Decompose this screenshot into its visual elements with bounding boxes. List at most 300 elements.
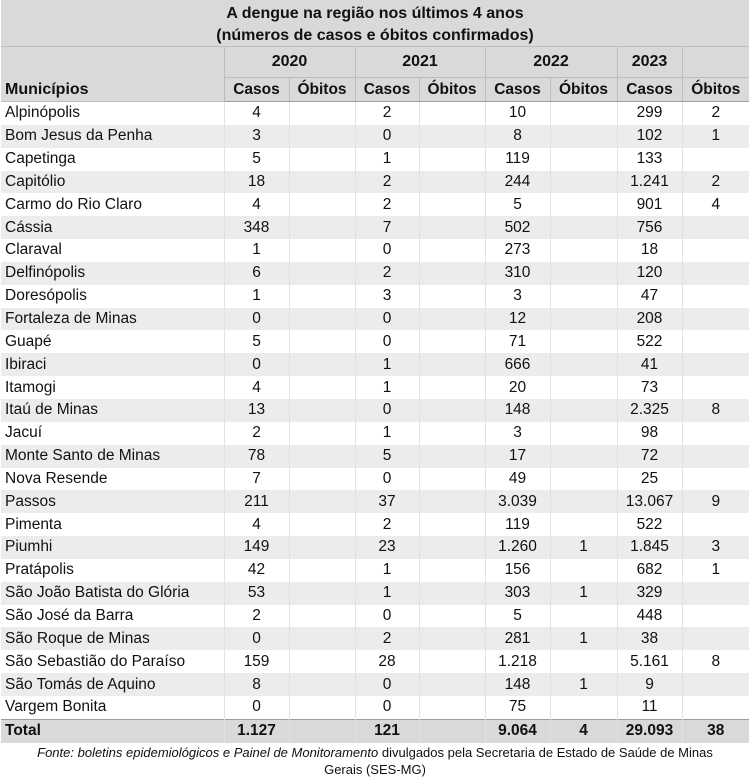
total-row [1, 719, 749, 743]
obitos-cell [550, 239, 617, 262]
casos-cell: 0 [355, 308, 419, 331]
obitos-cell [419, 445, 485, 468]
casos-cell: 120 [617, 262, 682, 285]
municipio-name: Nova Resende [5, 469, 108, 487]
table-row [1, 330, 749, 353]
casos-cell: 148 [485, 399, 550, 422]
obitos-cell [289, 171, 355, 194]
table-row [1, 582, 749, 605]
table-row [1, 513, 749, 536]
table-row [1, 650, 749, 673]
casos-cell: 42 [224, 559, 289, 582]
obitos-cell [289, 490, 355, 513]
total-cell: 121 [355, 719, 419, 743]
obitos-cell [550, 353, 617, 376]
casos-cell: 2 [224, 605, 289, 628]
obitos-cell [419, 285, 485, 308]
casos-cell: 1 [355, 148, 419, 171]
obitos-cell [419, 330, 485, 353]
municipio-name: Claraval [5, 241, 62, 259]
casos-cell: 73 [617, 376, 682, 399]
obitos-cell [419, 673, 485, 696]
casos-cell: 17 [485, 445, 550, 468]
casos-cell: 1 [224, 239, 289, 262]
casos-cell: 75 [485, 696, 550, 719]
obitos-cell [419, 239, 485, 262]
obitos-cell: 3 [682, 536, 749, 559]
obitos-cell [550, 102, 617, 125]
table-row [1, 536, 749, 559]
municipio-name: Capitólio [1, 171, 224, 194]
casos-cell: 666 [485, 353, 550, 376]
obitos-cell [682, 330, 749, 353]
municipio-name: Guapé [5, 332, 52, 350]
obitos-cell [682, 262, 749, 285]
municipio-name: Itaú de Minas [1, 399, 224, 422]
obitos-cell [550, 148, 617, 171]
casos-cell: 2 [355, 513, 419, 536]
table-row [1, 239, 749, 262]
casos-cell: 47 [617, 285, 682, 308]
casos-cell: 448 [617, 605, 682, 628]
casos-cell: 2.325 [617, 399, 682, 422]
table-row [1, 559, 749, 582]
table-row [1, 148, 749, 171]
casos-cell: 1.845 [617, 536, 682, 559]
casos-cell: 5 [355, 445, 419, 468]
header-blank [682, 47, 749, 78]
obitos-cell: 2 [682, 171, 749, 194]
casos-cell: 28 [355, 650, 419, 673]
header-casos: Casos [355, 78, 419, 102]
casos-cell: 1.218 [485, 650, 550, 673]
obitos-cell [550, 490, 617, 513]
table-row [1, 308, 749, 331]
casos-cell: 78 [224, 445, 289, 468]
casos-cell: 4 [224, 102, 289, 125]
total-cell: 9.064 [485, 719, 550, 743]
obitos-cell: 8 [682, 399, 749, 422]
obitos-cell [289, 468, 355, 491]
obitos-cell: 8 [682, 650, 749, 673]
casos-cell: 9 [617, 673, 682, 696]
casos-cell: 1 [224, 285, 289, 308]
casos-cell: 119 [485, 513, 550, 536]
obitos-cell [682, 513, 749, 536]
casos-cell: 12 [485, 308, 550, 331]
casos-cell: 3 [355, 285, 419, 308]
obitos-cell [550, 559, 617, 582]
obitos-cell: 1 [550, 673, 617, 696]
casos-cell: 149 [224, 536, 289, 559]
casos-cell: 0 [355, 605, 419, 628]
obitos-cell: 1 [550, 582, 617, 605]
obitos-cell [550, 285, 617, 308]
obitos-cell [550, 650, 617, 673]
table-row [1, 353, 749, 376]
casos-cell: 1 [355, 559, 419, 582]
casos-cell: 133 [617, 148, 682, 171]
obitos-cell [682, 422, 749, 445]
casos-cell: 211 [224, 490, 289, 513]
casos-cell: 18 [617, 239, 682, 262]
obitos-cell [682, 308, 749, 331]
casos-cell: 329 [617, 582, 682, 605]
casos-cell: 901 [617, 193, 682, 216]
municipio-name: Ibiraci [1, 353, 224, 376]
obitos-cell [289, 696, 355, 719]
casos-cell: 502 [485, 216, 550, 239]
header-year-2023: 2023 [617, 47, 682, 78]
table-title [1, 0, 749, 47]
casos-cell: 348 [224, 216, 289, 239]
obitos-cell [682, 148, 749, 171]
obitos-cell [419, 193, 485, 216]
total-cell: 1.127 [224, 719, 289, 743]
casos-cell: 13 [224, 399, 289, 422]
obitos-cell [289, 262, 355, 285]
casos-cell: 2 [355, 627, 419, 650]
dengue-table-figure [1, 0, 749, 778]
obitos-cell [419, 102, 485, 125]
table-row [1, 627, 749, 650]
table-header [1, 47, 749, 102]
casos-cell: 1 [355, 376, 419, 399]
source-note [1, 743, 749, 778]
obitos-cell: 1 [682, 559, 749, 582]
obitos-cell [419, 399, 485, 422]
casos-cell: 299 [617, 102, 682, 125]
obitos-cell [550, 262, 617, 285]
obitos-cell [289, 330, 355, 353]
casos-cell: 7 [224, 468, 289, 491]
casos-cell: 3 [224, 125, 289, 148]
municipio-name: Alpinópolis [5, 104, 80, 122]
casos-cell: 13.067 [617, 490, 682, 513]
obitos-cell [682, 239, 749, 262]
obitos-cell [289, 445, 355, 468]
obitos-cell [682, 445, 749, 468]
casos-cell: 2 [355, 171, 419, 194]
table-row [1, 171, 749, 194]
obitos-cell [419, 216, 485, 239]
header-year-2022: 2022 [485, 47, 617, 78]
obitos-cell [289, 673, 355, 696]
casos-cell: 5 [485, 193, 550, 216]
obitos-cell [289, 102, 355, 125]
casos-cell: 0 [355, 125, 419, 148]
municipio-name: Cássia [1, 216, 224, 239]
obitos-cell [550, 216, 617, 239]
obitos-cell: 1 [682, 125, 749, 148]
municipio-name: São Tomás de Aquino [1, 673, 224, 696]
casos-cell: 0 [224, 627, 289, 650]
obitos-cell [289, 559, 355, 582]
obitos-cell [289, 627, 355, 650]
municipio-name: São Sebastião do Paraíso [5, 652, 186, 670]
obitos-cell [419, 376, 485, 399]
casos-cell: 3.039 [485, 490, 550, 513]
table-row [1, 193, 749, 216]
obitos-cell [550, 399, 617, 422]
casos-cell: 102 [617, 125, 682, 148]
casos-cell: 2 [224, 422, 289, 445]
casos-cell: 72 [617, 445, 682, 468]
obitos-cell [289, 285, 355, 308]
casos-cell: 0 [224, 308, 289, 331]
casos-cell: 281 [485, 627, 550, 650]
obitos-cell [682, 376, 749, 399]
casos-cell: 159 [224, 650, 289, 673]
obitos-cell [550, 422, 617, 445]
municipio-name: Carmo do Rio Claro [5, 195, 142, 213]
municipio-name: São João Batista do Glória [1, 582, 224, 605]
casos-cell: 6 [224, 262, 289, 285]
casos-cell: 148 [485, 673, 550, 696]
municipio-name: São Roque de Minas [1, 627, 224, 650]
obitos-cell [682, 605, 749, 628]
obitos-cell [419, 308, 485, 331]
municipio-name: Vargem Bonita [5, 698, 107, 716]
obitos-cell [419, 559, 485, 582]
obitos-cell [550, 513, 617, 536]
casos-cell: 5 [224, 330, 289, 353]
casos-cell: 3 [485, 285, 550, 308]
obitos-cell [419, 468, 485, 491]
casos-cell: 2 [355, 193, 419, 216]
total-cell: 29.093 [617, 719, 682, 743]
table-body [1, 102, 749, 743]
obitos-cell: 9 [682, 490, 749, 513]
obitos-cell [550, 376, 617, 399]
casos-cell: 1 [355, 422, 419, 445]
casos-cell: 0 [355, 239, 419, 262]
casos-cell: 4 [224, 513, 289, 536]
obitos-cell [289, 193, 355, 216]
casos-cell: 0 [224, 353, 289, 376]
table-row [1, 445, 749, 468]
obitos-cell [419, 536, 485, 559]
casos-cell: 0 [355, 330, 419, 353]
table-row [1, 102, 749, 125]
casos-cell: 208 [617, 308, 682, 331]
obitos-cell [682, 696, 749, 719]
municipio-name: Jacuí [5, 424, 43, 442]
obitos-cell [419, 582, 485, 605]
table-row [1, 605, 749, 628]
municipio-name: Capetinga [5, 150, 76, 168]
casos-cell: 25 [617, 468, 682, 491]
casos-cell: 273 [485, 239, 550, 262]
casos-cell: 244 [485, 171, 550, 194]
table-row [1, 696, 749, 719]
obitos-cell [289, 399, 355, 422]
table-row [1, 673, 749, 696]
table-row [1, 376, 749, 399]
table-row [1, 468, 749, 491]
obitos-cell [289, 148, 355, 171]
casos-cell: 0 [355, 696, 419, 719]
header-obitos: Óbitos [289, 78, 355, 102]
casos-cell: 38 [617, 627, 682, 650]
municipio-name: Passos [1, 490, 224, 513]
header-obitos: Óbitos [419, 78, 485, 102]
casos-cell: 119 [485, 148, 550, 171]
obitos-cell [419, 627, 485, 650]
casos-cell: 0 [224, 696, 289, 719]
casos-cell: 1.260 [485, 536, 550, 559]
total-cell [419, 719, 485, 743]
total-cell [289, 719, 355, 743]
casos-cell: 756 [617, 216, 682, 239]
obitos-cell [289, 536, 355, 559]
casos-cell: 0 [355, 673, 419, 696]
title-line-2: (números de casos e óbitos confirmados) [216, 27, 534, 44]
casos-cell: 18 [224, 171, 289, 194]
casos-cell: 0 [355, 468, 419, 491]
casos-cell: 303 [485, 582, 550, 605]
casos-cell: 4 [224, 376, 289, 399]
header-year-2021: 2021 [355, 47, 485, 78]
municipio-name: Delfinópolis [1, 262, 224, 285]
casos-cell: 53 [224, 582, 289, 605]
obitos-cell [682, 468, 749, 491]
obitos-cell [682, 673, 749, 696]
casos-cell: 41 [617, 353, 682, 376]
casos-cell: 682 [617, 559, 682, 582]
obitos-cell [289, 353, 355, 376]
obitos-cell [419, 148, 485, 171]
obitos-cell [419, 422, 485, 445]
obitos-cell [289, 605, 355, 628]
obitos-cell [289, 513, 355, 536]
obitos-cell [682, 582, 749, 605]
casos-cell: 7 [355, 216, 419, 239]
casos-cell: 156 [485, 559, 550, 582]
obitos-cell [550, 605, 617, 628]
casos-cell: 49 [485, 468, 550, 491]
casos-cell: 522 [617, 330, 682, 353]
obitos-cell [550, 445, 617, 468]
total-cell: 38 [682, 719, 749, 743]
table-row [1, 285, 749, 308]
obitos-cell [289, 650, 355, 673]
municipio-name: São José da Barra [5, 606, 134, 624]
obitos-cell [419, 262, 485, 285]
casos-cell: 23 [355, 536, 419, 559]
municipio-name: Pratápolis [5, 561, 74, 579]
obitos-cell [289, 422, 355, 445]
table-row [1, 399, 749, 422]
obitos-cell: 1 [550, 627, 617, 650]
obitos-cell: 4 [682, 193, 749, 216]
casos-cell: 2 [355, 262, 419, 285]
casos-cell: 310 [485, 262, 550, 285]
municipio-name: Itamogi [5, 378, 56, 396]
header-year-2020: 2020 [224, 47, 355, 78]
obitos-cell [419, 353, 485, 376]
casos-cell: 522 [617, 513, 682, 536]
casos-cell: 2 [355, 102, 419, 125]
obitos-cell [289, 125, 355, 148]
obitos-cell [419, 125, 485, 148]
obitos-cell [419, 490, 485, 513]
municipio-name: Piumhi [1, 536, 224, 559]
obitos-cell [682, 216, 749, 239]
header-obitos: Óbitos [682, 78, 749, 102]
casos-cell: 5.161 [617, 650, 682, 673]
obitos-cell [289, 308, 355, 331]
table-row [1, 422, 749, 445]
obitos-cell [550, 468, 617, 491]
casos-cell: 37 [355, 490, 419, 513]
casos-cell: 1 [355, 582, 419, 605]
casos-cell: 0 [355, 399, 419, 422]
header-casos: Casos [224, 78, 289, 102]
obitos-cell [289, 582, 355, 605]
source-suffix: divulgados pela Secretaria de Estado de Saúde de Minas [378, 744, 713, 760]
casos-cell: 1.241 [617, 171, 682, 194]
casos-cell: 20 [485, 376, 550, 399]
obitos-cell [419, 513, 485, 536]
obitos-cell: 2 [682, 102, 749, 125]
obitos-cell [550, 193, 617, 216]
obitos-cell [682, 285, 749, 308]
obitos-cell [419, 605, 485, 628]
casos-cell: 4 [224, 193, 289, 216]
obitos-cell [550, 308, 617, 331]
casos-cell: 98 [617, 422, 682, 445]
obitos-cell [289, 239, 355, 262]
obitos-cell [419, 171, 485, 194]
municipio-name: Monte Santo de Minas [1, 445, 224, 468]
obitos-cell: 1 [550, 536, 617, 559]
obitos-cell [550, 696, 617, 719]
obitos-cell [682, 353, 749, 376]
dengue-table [1, 47, 749, 743]
obitos-cell [550, 330, 617, 353]
header-casos: Casos [485, 78, 550, 102]
header-row-years [1, 47, 749, 78]
source-line-2: Gerais (SES-MG) [324, 761, 426, 777]
obitos-cell [289, 216, 355, 239]
total-label: Total [1, 719, 224, 743]
casos-cell: 8 [485, 125, 550, 148]
casos-cell: 3 [485, 422, 550, 445]
table-row [1, 216, 749, 239]
obitos-cell [289, 376, 355, 399]
obitos-cell [419, 650, 485, 673]
header-casos: Casos [617, 78, 682, 102]
obitos-cell [419, 696, 485, 719]
casos-cell: 5 [224, 148, 289, 171]
title-line-1: A dengue na região nos últimos 4 anos [226, 5, 524, 22]
casos-cell: 11 [617, 696, 682, 719]
municipio-name: Bom Jesus da Penha [1, 125, 224, 148]
casos-cell: 5 [485, 605, 550, 628]
casos-cell: 1 [355, 353, 419, 376]
casos-cell: 71 [485, 330, 550, 353]
table-row [1, 490, 749, 513]
source-prefix: Fonte: boletins epidemiológicos e Painel de Monitoramento [37, 744, 379, 760]
header-municipios: Municípios [1, 47, 224, 102]
obitos-cell [550, 125, 617, 148]
obitos-cell [550, 171, 617, 194]
table-row [1, 125, 749, 148]
casos-cell: 8 [224, 673, 289, 696]
municipio-name: Fortaleza de Minas [1, 308, 224, 331]
municipio-name: Doresópolis [5, 287, 87, 305]
